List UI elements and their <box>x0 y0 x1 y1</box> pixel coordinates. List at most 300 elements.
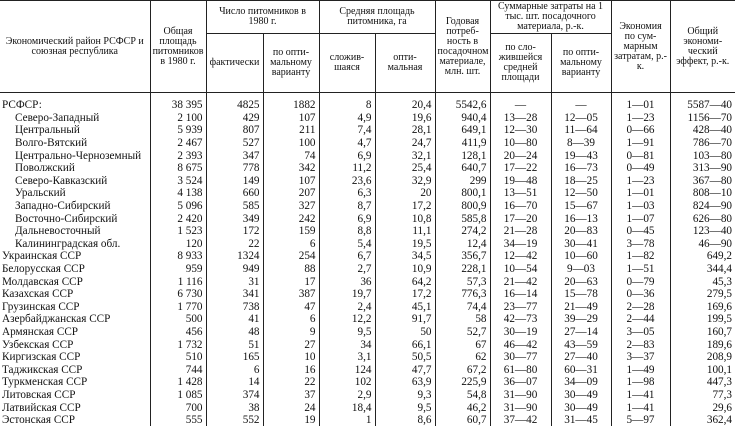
cell-cost-optimal: 12—50 <box>551 187 611 200</box>
table-row <box>0 351 735 364</box>
header-nurseries-actual: фактически <box>206 34 263 93</box>
cell-nurseries-actual: 374 <box>206 389 263 402</box>
cell-economy: 1—01 <box>611 99 670 112</box>
cell-total-area: 2 393 <box>150 149 206 162</box>
cell-avg-area-existing: 19,7 <box>319 288 375 301</box>
cell-cost-existing: 19—48 <box>490 175 551 188</box>
cell-avg-area-optimal: 34,5 <box>375 250 435 263</box>
region-name: Узбекская ССР <box>0 338 150 351</box>
region-name: Калининградская обл. <box>0 238 150 251</box>
cell-avg-area-existing: 8,7 <box>319 200 375 213</box>
cell-economy: 0—49 <box>611 162 670 175</box>
table-row <box>0 389 735 402</box>
table-row <box>0 338 735 351</box>
cell-annual-demand: 60,7 <box>435 414 490 426</box>
cell-total-effect: 279,5 <box>670 288 735 301</box>
cell-annual-demand: 299 <box>435 175 490 188</box>
cell-total-effect: 199,5 <box>670 313 735 326</box>
cell-nurseries-actual: 778 <box>206 162 263 175</box>
cell-avg-area-optimal: 10,9 <box>375 263 435 276</box>
cell-avg-area-optimal: 66,1 <box>375 338 435 351</box>
cell-cost-existing: 12—30 <box>490 124 551 137</box>
cell-avg-area-existing: 8 <box>319 99 375 112</box>
table-row <box>0 376 735 389</box>
cell-nurseries-actual: 949 <box>206 263 263 276</box>
cell-cost-existing: 17—20 <box>490 212 551 225</box>
table-row <box>0 112 735 125</box>
cell-economy: 3—37 <box>611 351 670 364</box>
cell-nurseries-actual: 6 <box>206 363 263 376</box>
cell-cost-existing: 13—28 <box>490 112 551 125</box>
cell-total-effect: 344,4 <box>670 263 735 276</box>
cell-avg-area-optimal: 63,9 <box>375 376 435 389</box>
cell-total-effect: 626—80 <box>670 212 735 225</box>
cell-nurseries-actual: 585 <box>206 200 263 213</box>
cell-cost-existing: 20—24 <box>490 149 551 162</box>
cell-nurseries-optimal: 211 <box>263 124 319 137</box>
cell-total-effect: 100,1 <box>670 363 735 376</box>
cell-total-area: 1 770 <box>150 301 206 314</box>
table-row <box>0 225 735 238</box>
header-economy: Экономия по сум-марным затратам, р.-к. <box>611 1 670 93</box>
cell-cost-optimal: 60—31 <box>551 363 611 376</box>
region-name: Уральский <box>0 187 150 200</box>
cell-nurseries-optimal: 107 <box>263 175 319 188</box>
cell-avg-area-optimal: 47,7 <box>375 363 435 376</box>
cell-nurseries-actual: 1324 <box>206 250 263 263</box>
cell-total-area: 744 <box>150 363 206 376</box>
region-name: Казахская ССР <box>0 288 150 301</box>
region-name: Центрально-Черноземный <box>0 149 150 162</box>
cell-avg-area-optimal: 24,7 <box>375 137 435 150</box>
cell-nurseries-actual: 48 <box>206 326 263 339</box>
cell-nurseries-actual: 51 <box>206 338 263 351</box>
cell-nurseries-actual: 41 <box>206 313 263 326</box>
cell-cost-existing: 21—42 <box>490 275 551 288</box>
cell-nurseries-actual: 165 <box>206 351 263 364</box>
table-row <box>0 263 735 276</box>
cell-total-area: 120 <box>150 238 206 251</box>
cell-annual-demand: 228,1 <box>435 263 490 276</box>
cell-annual-demand: 776,3 <box>435 288 490 301</box>
cell-avg-area-optimal: 64,2 <box>375 275 435 288</box>
cell-economy: 1—82 <box>611 250 670 263</box>
region-name: Таджикская ССР <box>0 363 150 376</box>
cell-economy: 1—03 <box>611 200 670 213</box>
cell-avg-area-existing: 9,5 <box>319 326 375 339</box>
cell-avg-area-existing: 6,7 <box>319 250 375 263</box>
cell-economy: 0—36 <box>611 288 670 301</box>
cell-annual-demand: 67 <box>435 338 490 351</box>
cell-avg-area-optimal: 10,8 <box>375 212 435 225</box>
cell-nurseries-optimal: 22 <box>263 376 319 389</box>
cell-total-effect: 786—70 <box>670 137 735 150</box>
cell-cost-optimal: 16—13 <box>551 212 611 225</box>
region-name: Туркменская ССР <box>0 376 150 389</box>
cell-annual-demand: 74,4 <box>435 301 490 314</box>
cell-nurseries-optimal: 74 <box>263 149 319 162</box>
cell-nurseries-optimal: 254 <box>263 250 319 263</box>
cell-avg-area-optimal: 19,5 <box>375 238 435 251</box>
header-annual-demand: Годовая потреб-ность в посадочном материале, млн. шт. <box>435 1 490 93</box>
cell-total-effect: 367—80 <box>670 175 735 188</box>
cell-total-effect: 77,3 <box>670 389 735 402</box>
cell-nurseries-optimal: 100 <box>263 137 319 150</box>
region-name: Центральный <box>0 124 150 137</box>
cell-total-effect: 45,3 <box>670 275 735 288</box>
table-row <box>0 313 735 326</box>
cell-total-effect: 649,2 <box>670 250 735 263</box>
cell-economy: 1—41 <box>611 389 670 402</box>
cell-economy: 0—81 <box>611 149 670 162</box>
cell-avg-area-existing: 102 <box>319 376 375 389</box>
cell-avg-area-existing: 12,2 <box>319 313 375 326</box>
cell-nurseries-actual: 347 <box>206 149 263 162</box>
cell-nurseries-actual: 38 <box>206 401 263 414</box>
cell-economy: 3—78 <box>611 238 670 251</box>
cell-total-area: 38 395 <box>150 99 206 112</box>
cell-annual-demand: 62 <box>435 351 490 364</box>
cell-total-area: 6 730 <box>150 288 206 301</box>
cell-cost-optimal: 18—25 <box>551 175 611 188</box>
cell-economy: 3—05 <box>611 326 670 339</box>
cell-economy: 2—44 <box>611 313 670 326</box>
cell-total-area: 2 100 <box>150 112 206 125</box>
cell-cost-optimal: 8—39 <box>551 137 611 150</box>
cell-economy: 1—01 <box>611 187 670 200</box>
cell-total-area: 4 138 <box>150 187 206 200</box>
cell-nurseries-actual: 4825 <box>206 99 263 112</box>
cell-cost-optimal: 34—09 <box>551 376 611 389</box>
region-name: Северо-Кавказский <box>0 175 150 188</box>
region-name: Латвийская ССР <box>0 401 150 414</box>
cell-cost-optimal: 12—05 <box>551 112 611 125</box>
cell-annual-demand: 225,9 <box>435 376 490 389</box>
cell-avg-area-existing: 2,7 <box>319 263 375 276</box>
region-name: Киргизская ССР <box>0 351 150 364</box>
table-row <box>0 363 735 376</box>
cell-annual-demand: 67,2 <box>435 363 490 376</box>
cell-nurseries-actual: 341 <box>206 288 263 301</box>
cell-avg-area-existing: 6,9 <box>319 149 375 162</box>
cell-cost-optimal: 27—40 <box>551 351 611 364</box>
table-row <box>0 326 735 339</box>
cell-cost-existing: 30—19 <box>490 326 551 339</box>
cell-nurseries-actual: 349 <box>206 212 263 225</box>
cell-annual-demand: 940,4 <box>435 112 490 125</box>
cell-annual-demand: 649,1 <box>435 124 490 137</box>
region-name: Волго-Вятский <box>0 137 150 150</box>
cell-annual-demand: 800,9 <box>435 200 490 213</box>
cell-total-effect: 160,7 <box>670 326 735 339</box>
cell-cost-optimal: 19—43 <box>551 149 611 162</box>
cell-total-area: 1 732 <box>150 338 206 351</box>
cell-avg-area-optimal: 17,2 <box>375 288 435 301</box>
cell-cost-optimal: 16—73 <box>551 162 611 175</box>
cell-annual-demand: 58 <box>435 313 490 326</box>
cell-avg-area-existing: 6,3 <box>319 187 375 200</box>
cell-cost-existing: — <box>490 99 551 112</box>
header-cost-existing: по сло-жившейся средней площади <box>490 34 551 93</box>
cell-avg-area-optimal: 9,3 <box>375 389 435 402</box>
cell-cost-existing: 17—22 <box>490 162 551 175</box>
cell-nurseries-actual: 429 <box>206 112 263 125</box>
cell-cost-optimal: 20—63 <box>551 275 611 288</box>
cell-avg-area-existing: 4,9 <box>319 112 375 125</box>
cell-avg-area-existing: 5,4 <box>319 238 375 251</box>
table-header <box>0 1 735 93</box>
region-name: Дальневосточный <box>0 225 150 238</box>
cell-cost-existing: 42—73 <box>490 313 551 326</box>
cell-avg-area-existing: 11,2 <box>319 162 375 175</box>
region-name: РСФСР: <box>0 99 150 112</box>
cell-total-effect: 46—90 <box>670 238 735 251</box>
cell-nurseries-optimal: 19 <box>263 414 319 426</box>
cell-annual-demand: 54,8 <box>435 389 490 402</box>
cell-cost-existing: 37—42 <box>490 414 551 426</box>
cell-cost-optimal: 15—67 <box>551 200 611 213</box>
cell-total-area: 959 <box>150 263 206 276</box>
header-total-area: Общая площадь питомников в 1980 г. <box>150 1 206 93</box>
table-row <box>0 137 735 150</box>
cell-economy: 0—79 <box>611 275 670 288</box>
cell-nurseries-optimal: 88 <box>263 263 319 276</box>
region-name: Азербайджанская ССР <box>0 313 150 326</box>
cell-nurseries-actual: 149 <box>206 175 263 188</box>
cell-avg-area-optimal: 50,5 <box>375 351 435 364</box>
cell-total-area: 5 096 <box>150 200 206 213</box>
cell-cost-existing: 61—80 <box>490 363 551 376</box>
cell-nurseries-optimal: 16 <box>263 363 319 376</box>
cell-avg-area-existing: 6,9 <box>319 212 375 225</box>
cell-annual-demand: 356,7 <box>435 250 490 263</box>
cell-total-effect: 313—90 <box>670 162 735 175</box>
cell-total-area: 8 675 <box>150 162 206 175</box>
header-avg-area-group: Средняя площадь питомника, га <box>319 1 435 34</box>
cell-annual-demand: 800,1 <box>435 187 490 200</box>
header-region: Экономический район РСФСР и союзная республика <box>0 1 150 93</box>
region-name: Литовская ССР <box>0 389 150 402</box>
cell-avg-area-optimal: 8,6 <box>375 414 435 426</box>
table-row <box>0 187 735 200</box>
cell-nurseries-optimal: 6 <box>263 238 319 251</box>
cell-cost-optimal: 15—78 <box>551 288 611 301</box>
cell-avg-area-existing: 2,4 <box>319 301 375 314</box>
cell-avg-area-optimal: 17,2 <box>375 200 435 213</box>
cell-total-effect: 189,6 <box>670 338 735 351</box>
cell-economy: 1—51 <box>611 263 670 276</box>
cell-total-area: 8 933 <box>150 250 206 263</box>
cell-avg-area-optimal: 20,4 <box>375 99 435 112</box>
cell-cost-existing: 34—19 <box>490 238 551 251</box>
region-name: Украинская ССР <box>0 250 150 263</box>
header-nurseries-optimal: по опти-мальному варианту <box>263 34 319 93</box>
cell-economy: 1—98 <box>611 376 670 389</box>
cell-cost-optimal: 30—41 <box>551 238 611 251</box>
cell-cost-existing: 10—54 <box>490 263 551 276</box>
cell-economy: 2—83 <box>611 338 670 351</box>
cell-avg-area-optimal: 9,5 <box>375 401 435 414</box>
cell-total-effect: 447,3 <box>670 376 735 389</box>
cell-cost-existing: 31—90 <box>490 401 551 414</box>
cell-cost-existing: 31—90 <box>490 389 551 402</box>
cell-avg-area-optimal: 19,6 <box>375 112 435 125</box>
cell-total-area: 510 <box>150 351 206 364</box>
header-total-effect: Общий экономи-ческий эффект, р.-к. <box>670 1 735 93</box>
table-row <box>0 401 735 414</box>
cell-nurseries-optimal: 6 <box>263 313 319 326</box>
cell-total-area: 5 939 <box>150 124 206 137</box>
region-name: Грузинская ССР <box>0 301 150 314</box>
cell-annual-demand: 640,7 <box>435 162 490 175</box>
cell-annual-demand: 5542,6 <box>435 99 490 112</box>
cell-nurseries-optimal: 327 <box>263 200 319 213</box>
header-cost-optimal: по опти-мальному варианту <box>551 34 611 93</box>
cell-avg-area-optimal: 91,7 <box>375 313 435 326</box>
region-name: Эстонская ССР <box>0 414 150 426</box>
table-row <box>0 149 735 162</box>
cell-nurseries-actual: 660 <box>206 187 263 200</box>
cell-nurseries-optimal: 17 <box>263 275 319 288</box>
cell-cost-optimal: 30—49 <box>551 389 611 402</box>
cell-nurseries-optimal: 1882 <box>263 99 319 112</box>
region-name: Восточно-Сибирский <box>0 212 150 225</box>
cell-nurseries-actual: 552 <box>206 414 263 426</box>
cell-nurseries-optimal: 9 <box>263 326 319 339</box>
cell-cost-optimal: 43—59 <box>551 338 611 351</box>
cell-total-effect: 208,9 <box>670 351 735 364</box>
cell-cost-optimal: 20—83 <box>551 225 611 238</box>
cell-economy: 1—23 <box>611 112 670 125</box>
cell-total-area: 1 523 <box>150 225 206 238</box>
cell-nurseries-actual: 738 <box>206 301 263 314</box>
cell-avg-area-optimal: 11,1 <box>375 225 435 238</box>
cell-nurseries-optimal: 10 <box>263 351 319 364</box>
table-row <box>0 124 735 137</box>
cell-total-effect: 169,6 <box>670 301 735 314</box>
cell-avg-area-optimal: 45,1 <box>375 301 435 314</box>
table-row <box>0 414 735 426</box>
header-avg-area-existing: сложив-шаяся <box>319 34 375 93</box>
cell-nurseries-optimal: 207 <box>263 187 319 200</box>
cell-nurseries-optimal: 37 <box>263 389 319 402</box>
cell-nurseries-actual: 14 <box>206 376 263 389</box>
cell-economy: 1—07 <box>611 212 670 225</box>
cell-nurseries-optimal: 159 <box>263 225 319 238</box>
cell-annual-demand: 128,1 <box>435 149 490 162</box>
cell-economy: 1—23 <box>611 175 670 188</box>
cell-avg-area-existing: 3,1 <box>319 351 375 364</box>
cell-nurseries-optimal: 107 <box>263 112 319 125</box>
cell-avg-area-existing: 4,7 <box>319 137 375 150</box>
cell-cost-existing: 21—28 <box>490 225 551 238</box>
cell-cost-existing: 23—77 <box>490 301 551 314</box>
cell-nurseries-actual: 807 <box>206 124 263 137</box>
cell-annual-demand: 274,2 <box>435 225 490 238</box>
cell-nurseries-actual: 22 <box>206 238 263 251</box>
table-row <box>0 162 735 175</box>
cell-cost-optimal: 21—49 <box>551 301 611 314</box>
region-name: Армянская ССР <box>0 326 150 339</box>
cell-economy: 5—97 <box>611 414 670 426</box>
cell-total-area: 1 428 <box>150 376 206 389</box>
table-row <box>0 99 735 112</box>
cell-nurseries-optimal: 242 <box>263 212 319 225</box>
cell-avg-area-existing: 18,4 <box>319 401 375 414</box>
cell-total-area: 456 <box>150 326 206 339</box>
cell-nurseries-actual: 31 <box>206 275 263 288</box>
cell-total-effect: 362,4 <box>670 414 735 426</box>
cell-total-area: 500 <box>150 313 206 326</box>
cell-total-area: 2 467 <box>150 137 206 150</box>
cell-annual-demand: 585,8 <box>435 212 490 225</box>
cell-avg-area-existing: 34 <box>319 338 375 351</box>
cell-cost-optimal: 30—49 <box>551 401 611 414</box>
cell-economy: 1—91 <box>611 137 670 150</box>
cell-nurseries-optimal: 387 <box>263 288 319 301</box>
cell-cost-existing: 10—80 <box>490 137 551 150</box>
cell-cost-optimal: 10—60 <box>551 250 611 263</box>
table-row <box>0 212 735 225</box>
cell-total-area: 3 524 <box>150 175 206 188</box>
cell-avg-area-optimal: 32,1 <box>375 149 435 162</box>
cell-avg-area-optimal: 50 <box>375 326 435 339</box>
cell-annual-demand: 12,4 <box>435 238 490 251</box>
cell-annual-demand: 411,9 <box>435 137 490 150</box>
table-row <box>0 200 735 213</box>
cell-nurseries-optimal: 27 <box>263 338 319 351</box>
cell-cost-existing: 16—14 <box>490 288 551 301</box>
table-row <box>0 288 735 301</box>
cell-cost-existing: 36—07 <box>490 376 551 389</box>
cell-cost-optimal: 11—64 <box>551 124 611 137</box>
cell-total-effect: 103—80 <box>670 149 735 162</box>
cell-economy: 0—66 <box>611 124 670 137</box>
cell-total-effect: 824—90 <box>670 200 735 213</box>
cell-economy: 2—28 <box>611 301 670 314</box>
region-name: Северо-Западный <box>0 112 150 125</box>
cell-avg-area-existing: 23,6 <box>319 175 375 188</box>
cell-cost-existing: 16—70 <box>490 200 551 213</box>
region-name: Молдавская ССР <box>0 275 150 288</box>
cell-annual-demand: 46,2 <box>435 401 490 414</box>
header-nursery-count-group: Число питомников в 1980 г. <box>206 1 319 34</box>
cell-cost-optimal: 39—29 <box>551 313 611 326</box>
cell-total-effect: 29,6 <box>670 401 735 414</box>
cell-cost-optimal: 31—45 <box>551 414 611 426</box>
table-body <box>0 93 735 426</box>
cell-cost-existing: 13—51 <box>490 187 551 200</box>
cell-avg-area-existing: 1 <box>319 414 375 426</box>
cell-nurseries-optimal: 24 <box>263 401 319 414</box>
cell-total-area: 1 116 <box>150 275 206 288</box>
cell-avg-area-existing: 124 <box>319 363 375 376</box>
cell-cost-existing: 30—77 <box>490 351 551 364</box>
cell-total-area: 1 085 <box>150 389 206 402</box>
cell-annual-demand: 57,3 <box>435 275 490 288</box>
cell-nurseries-optimal: 342 <box>263 162 319 175</box>
cell-economy: 1—49 <box>611 363 670 376</box>
table-row <box>0 275 735 288</box>
cell-total-area: 2 420 <box>150 212 206 225</box>
cell-economy: 0—45 <box>611 225 670 238</box>
cell-total-area: 700 <box>150 401 206 414</box>
region-name: Белорусская ССР <box>0 263 150 276</box>
cell-nurseries-actual: 172 <box>206 225 263 238</box>
cell-economy: 1—41 <box>611 401 670 414</box>
cell-cost-optimal: — <box>551 99 611 112</box>
header-avg-area-optimal: опти-мальная <box>375 34 435 93</box>
